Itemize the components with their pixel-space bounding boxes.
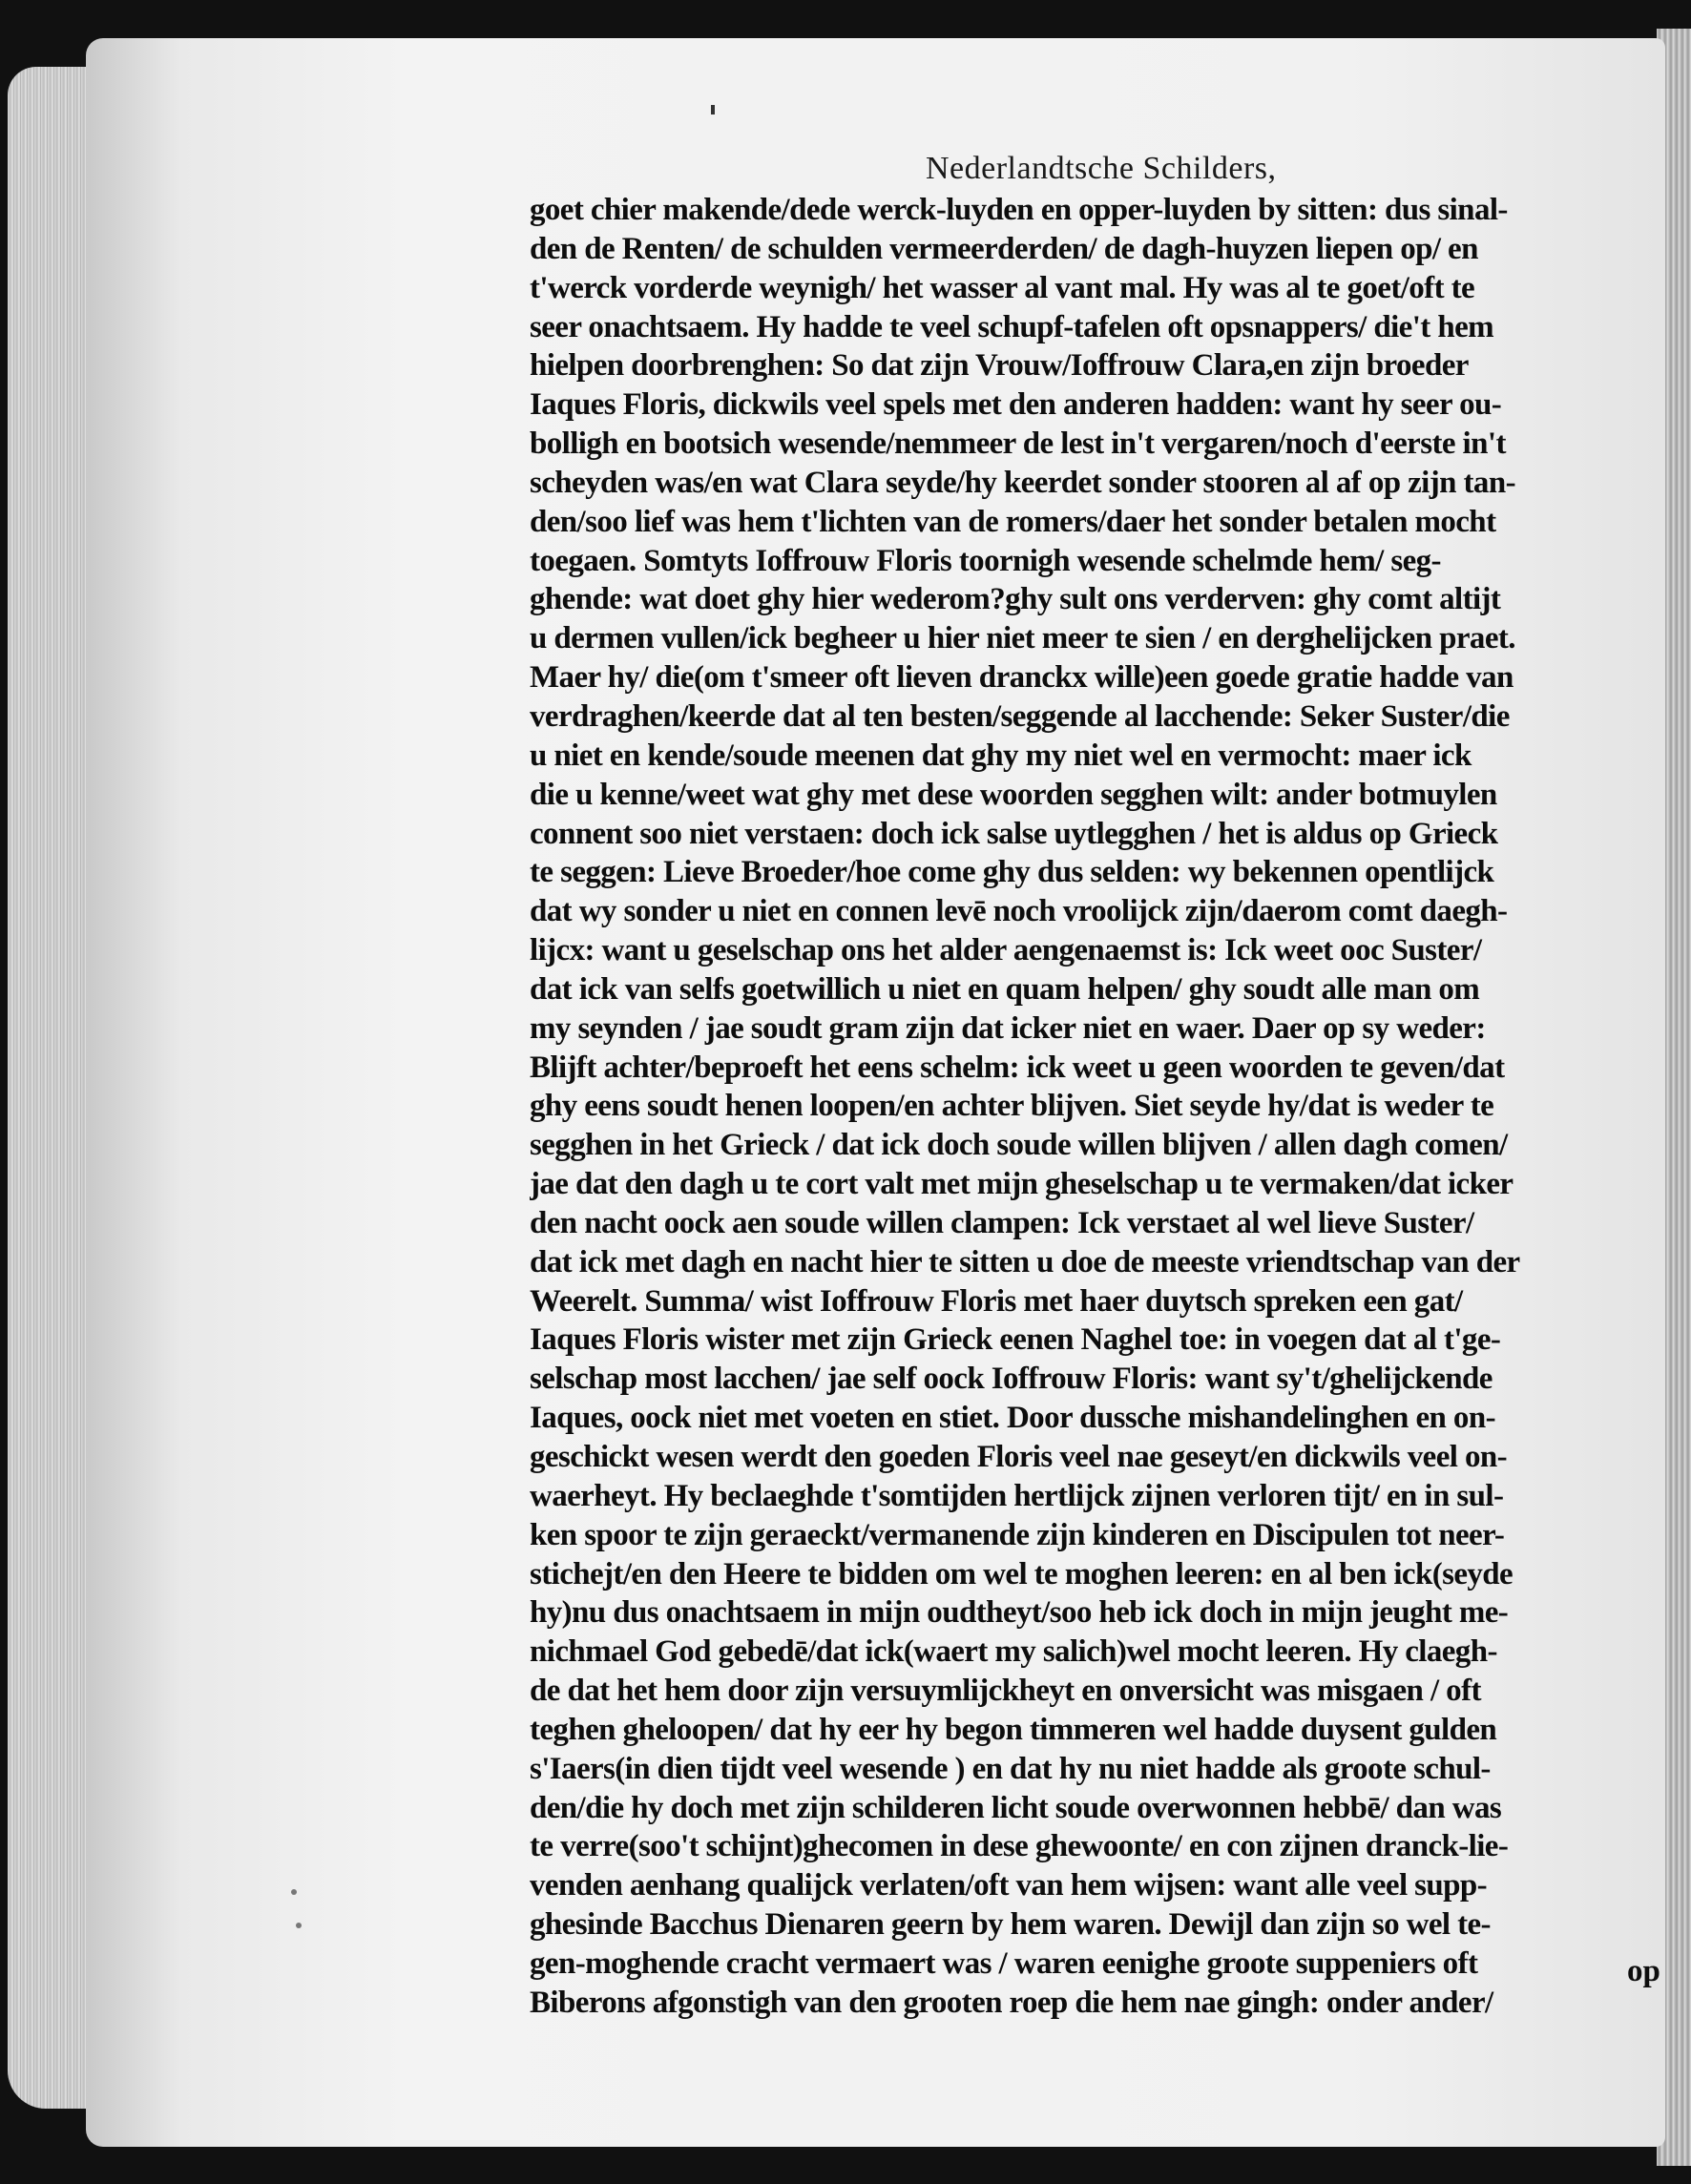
text-line: de dat het hem door zijn versuymlijckheyt en onversicht was misgaen / oft — [530, 1674, 1481, 1709]
text-line: t'werck vorderde weynigh/ het wasser al vant mal. Hy was al te goet/oft te — [530, 270, 1475, 305]
book-page — [86, 38, 1665, 2147]
text-line: den nacht oock aen soude willen clampen: Ick verstaet al wel lieve Suster/ — [530, 1205, 1474, 1240]
text-line: scheyden was/en wat Clara seyde/hy keerdet sonder stooren al af op zijn tan- — [530, 465, 1515, 500]
text-line: Iaques Floris, dickwils veel spels met den anderen hadden: want hy seer ou- — [530, 387, 1502, 423]
text-line: hy)nu dus onachtsaem in mijn oudtheyt/soo heb ick doch in mijn jeught me- — [530, 1595, 1509, 1631]
text-line: verdraghen/keerde dat al ten besten/seggende al lacchende: Seker Suster/die — [530, 698, 1510, 734]
text-line: geschickt wesen werdt den goeden Floris veel nae geseyt/en dickwils veel on- — [530, 1440, 1508, 1474]
text-line: Iaques Floris wister met zijn Grieck eenen Naghel toe: in voegen dat al t'ge- — [530, 1322, 1501, 1358]
text-line: s'Iaers(in dien tijdt veel wesende ) en dat hy nu niet hadde als groote schul- — [530, 1751, 1491, 1786]
text-line: Iaques, oock niet met voeten en stiet. Door dussche mishandelinghen en on- — [530, 1401, 1495, 1436]
text-line: dat ick van selfs goetwillich u niet en quam helpen/ ghy soudt alle man om — [530, 971, 1480, 1007]
text-line: ghende: wat doet ghy hier wederom?ghy sult ons verderven: ghy comt altijt — [530, 582, 1501, 617]
text-line: ken spoor te zijn geraeckt/vermanende zijn kinderen en Discipulen tot neer- — [530, 1517, 1505, 1552]
text-line: te seggen: Lieve Broeder/hoe come ghy dus selden: wy bekennen opentlijck — [530, 855, 1494, 890]
text-line: lijcx: want u geselschap ons het alder aengenaemst is: Ick weet ooc Suster/ — [530, 933, 1482, 968]
text-line: jae dat den dagh u te cort valt met mijn gheselschap u te vermaken/dat icker — [530, 1167, 1514, 1202]
text-line: seer onachtsaem. Hy hadde te veel schupf-tafelen oft opsnappers/ die't hem — [530, 309, 1494, 344]
text-line: den/soo lief was hem t'lichten van de romers/daer het sonder betalen mocht — [530, 504, 1496, 539]
text-line: die u kenne/weet wat ghy met dese woorden segghen wilt: ander botmuylen — [530, 777, 1497, 812]
body-text — [530, 191, 1691, 2023]
text-line: bolligh en bootsich wesende/nemmeer de lest in't vergaren/noch d'eerste in't — [530, 426, 1506, 462]
text-line: selschap most lacchen/ jae self oock Ioffrouw Floris: want sy't/ghelijckende — [530, 1362, 1493, 1397]
text-line: goet chier makende/dede werck-luyden en opper-luyden by sitten: dus sinal- — [530, 193, 1508, 227]
text-line: Blijft achter/beproeft het eens schelm: ick weet u geen woorden te geven/dat — [530, 1050, 1505, 1085]
text-line: Maer hy/ die(om t'smeer oft lieven dranckx wille)een goede gratie hadde van — [530, 660, 1514, 696]
text-line: u dermen vullen/ick begheer u hier niet meer te sien / en dergheliјcken praet. — [530, 621, 1515, 656]
text-line: waerheyt. Hy beclaeghde t'somtijden hertlijck zijnen verloren tijt/ en in sul- — [530, 1478, 1504, 1513]
text-line: te verre(soo't schijnt)ghecomen in dese ghewoonte/ en con zijnen dranck-lie- — [530, 1829, 1509, 1864]
catchword: op — [1627, 1954, 1660, 1988]
text-line: gen-moghende cracht vermaert was / waren eenighe groote suppeniers oft — [530, 1945, 1478, 1981]
text-line: nichmael God gebedē/dat ick(waert my salich)wel mocht leeren. Hy claegh- — [530, 1634, 1497, 1670]
text-line: hielpen doorbrenghen: So dat zijn Vrouw/Ioffrouw Clara,en zijn broeder — [530, 348, 1469, 384]
text-line: connent soo niet verstaen: doch ick salse uytlegghen / het is aldus op Grieck — [530, 816, 1498, 851]
text-line: den/die hy doch met zijn schilderen licht soude overwonnen hebbē/ dan was — [530, 1790, 1502, 1825]
text-line: dat wy sonder u niet en connen levē noch vroolijck zijn/daerom comt daegh- — [530, 894, 1508, 929]
speck — [291, 1889, 297, 1895]
text-line: venden aenhang qualijck verlaten/oft van hem wijsen: want alle veel supp- — [530, 1868, 1488, 1903]
text-line: dat ick met dagh en nacht hier te sitten u doe de meeste vriendtschap van der — [530, 1244, 1520, 1279]
text-line: ghesinde Bacchus Dienaren geern by hem waren. Dewijl dan zijn so wel te- — [530, 1907, 1491, 1943]
text-line: Weerelt. Summa/ wist Ioffrouw Floris met haer duytsch spreken een gat/ — [530, 1283, 1463, 1319]
text-line: stichejt/en den Heere te bidden om wel te moghen leeren: en al ben ick(seyde — [530, 1556, 1514, 1591]
text-line: den de Renten/ de schulden vermeerderden/ de dagh-huyzen liepen op/ en — [530, 231, 1478, 266]
text-line: ghy eens soudt henen loopen/en achter blijven. Siet seyde hy/dat is weder te — [530, 1089, 1494, 1124]
speck — [296, 1923, 302, 1928]
text-line: toegaen. Somtyts Ioffrouw Floris toornigh wesende schelmde hem/ seg- — [530, 543, 1441, 578]
text-line: Biberons afgonstigh van den grooten roep die hem nae gingh: onder ander/ — [530, 1985, 1493, 2020]
text-line: segghen in het Grieck / dat ick doch soude willen blijven / allen dagh comen/ — [530, 1128, 1508, 1163]
text-line: u niet en kende/soude meenen dat ghy my niet wel en vermocht: maer ick — [530, 738, 1472, 773]
book-page-stack-left — [8, 67, 95, 2109]
running-head: Nederlandtsche Schilders, — [926, 151, 1277, 186]
text-line: my seynden / jae soudt gram zijn dat icker niet en waer. Daer op sy weder: — [530, 1010, 1486, 1046]
printer-mark — [711, 105, 715, 114]
text-line: teghen gheloopen/ dat hy eer hy begon timmeren wel hadde duysent gulden — [530, 1712, 1497, 1747]
